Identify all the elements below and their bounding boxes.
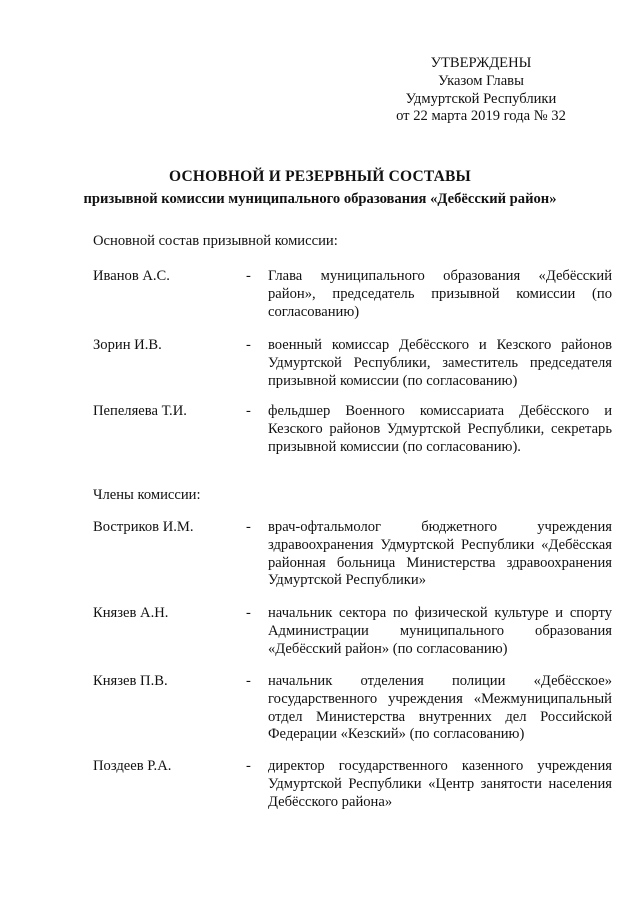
title-main: ОСНОВНОЙ И РЕЗЕРВНЫЙ СОСТАВЫ — [169, 168, 471, 185]
member-dash: - — [246, 673, 251, 689]
member-role: военный комиссар Дебёсского и Кезского районов Удмуртской Республики, заместитель председателя призывной комиссии (по согласованию) — [268, 337, 612, 389]
member-dash: - — [246, 519, 251, 535]
approval-line-2: Указом Главы — [438, 72, 524, 89]
member-name: Зорин И.В. — [93, 337, 162, 353]
approval-line-1: УТВЕРЖДЕНЫ — [430, 55, 532, 71]
member-name: Поздеев Р.А. — [93, 758, 172, 774]
document-title — [60, 168, 580, 209]
member-entry — [93, 519, 613, 589]
members-section-heading: Члены комиссии: — [93, 487, 201, 503]
member-dash: - — [246, 605, 251, 621]
member-entry — [93, 403, 613, 473]
member-entry — [93, 337, 613, 407]
member-role: врач-офтальмолог бюджетного учреждения здравоохранения Удмуртской Республики «Дебёсская районная больница Министерства здравоохранения Удмуртской Республики» — [268, 519, 612, 589]
member-entry — [93, 758, 613, 828]
member-role: директор государственного казенного учреждения Удмуртской Республики «Центр занятости населения Дебёсского района» — [268, 758, 612, 810]
member-dash: - — [246, 758, 251, 774]
approval-line-4: от 22 марта 2019 года № 32 — [396, 108, 566, 125]
member-role: фельдшер Военного комиссариата Дебёсского и Кезского районов Удмуртской Республики, секретарь призывной комиссии (по согласованию). — [268, 403, 612, 455]
member-entry — [93, 268, 613, 338]
main-section-heading: Основной состав призывной комиссии: — [93, 233, 338, 249]
member-role: Глава муниципального образования «Дебёсский район», председатель призывной комиссии (по согласованию) — [268, 268, 612, 320]
member-dash: - — [246, 268, 251, 284]
approval-line-3: Удмуртской Республики — [405, 90, 557, 107]
member-entry — [93, 673, 613, 743]
member-role: начальник отделения полиции «Дебёсское» государственного учреждения «Межмуниципальный отдел Министерства внутренних дел Российской Федерации «Кезский» (по согласованию) — [268, 673, 612, 743]
member-entry — [93, 605, 613, 675]
approval-stamp — [381, 55, 581, 126]
member-dash: - — [246, 337, 251, 353]
member-role: начальник сектора по физической культуре и спорту Администрации муниципального образования «Дебёсский район» (по согласованию) — [268, 605, 612, 657]
member-name: Князев А.Н. — [93, 605, 169, 621]
member-name: Пепеляева Т.И. — [93, 403, 187, 419]
member-name: Востриков И.М. — [93, 519, 194, 535]
title-subtitle: призывной комиссии муниципального образования «Дебёсский район» — [83, 190, 557, 207]
member-name: Иванов А.С. — [93, 268, 170, 284]
member-dash: - — [246, 403, 251, 419]
member-name: Князев П.В. — [93, 673, 168, 689]
